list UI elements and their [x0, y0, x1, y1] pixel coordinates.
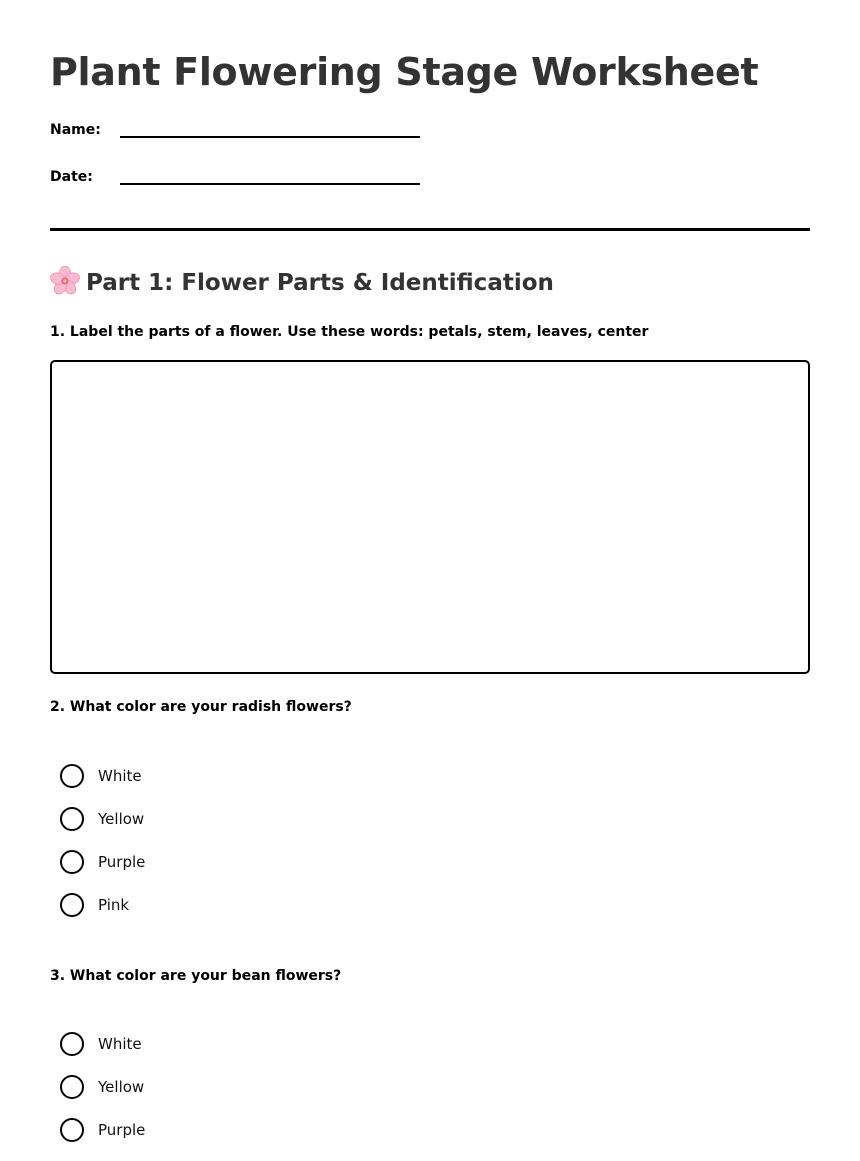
radio-option-radish-yellow[interactable]: [60, 807, 260, 833]
section-heading-label: Part 1: Flower Parts & Identification: [86, 270, 554, 296]
radio-option-label: Purple: [98, 853, 146, 871]
question-2: 2. What color are your radish flowers?: [50, 699, 352, 715]
cherry-blossom-icon: [50, 266, 80, 296]
radio-option-bean-purple[interactable]: [60, 1118, 260, 1144]
radio-option-bean-white[interactable]: [60, 1032, 260, 1058]
name-field[interactable]: [120, 136, 420, 138]
radio-option-radish-purple[interactable]: [60, 850, 260, 876]
radio-option-radish-white[interactable]: [60, 764, 260, 790]
radio-option-label: White: [98, 1035, 142, 1053]
radio-option-label: Yellow: [98, 1078, 145, 1096]
radio-button[interactable]: [60, 1118, 84, 1142]
radio-option-label: Pink: [98, 896, 130, 914]
radio-button[interactable]: [60, 1032, 84, 1056]
radio-option-label: White: [98, 767, 142, 785]
date-field-row: [50, 169, 450, 193]
page-title: Plant Flowering Stage Worksheet: [50, 50, 759, 94]
header-divider: [50, 228, 810, 231]
radio-button[interactable]: [60, 893, 84, 917]
question-3: 3. What color are your bean flowers?: [50, 968, 342, 984]
radio-option-label: Yellow: [98, 810, 145, 828]
date-field[interactable]: [120, 183, 420, 185]
name-field-row: [50, 122, 450, 146]
radio-button[interactable]: [60, 764, 84, 788]
radio-button[interactable]: [60, 1075, 84, 1099]
radio-option-label: Purple: [98, 1121, 146, 1139]
flower-drawing-area[interactable]: [50, 360, 810, 674]
radio-option-bean-yellow[interactable]: [60, 1075, 260, 1101]
question-1: 1. Label the parts of a flower. Use these words: petals, stem, leaves, center: [50, 324, 649, 340]
radio-button[interactable]: [60, 850, 84, 874]
section-heading-part1: [50, 266, 554, 296]
radio-option-radish-pink[interactable]: [60, 893, 260, 919]
date-label: Date:: [50, 169, 93, 185]
name-label: Name:: [50, 122, 101, 138]
radio-button[interactable]: [60, 807, 84, 831]
